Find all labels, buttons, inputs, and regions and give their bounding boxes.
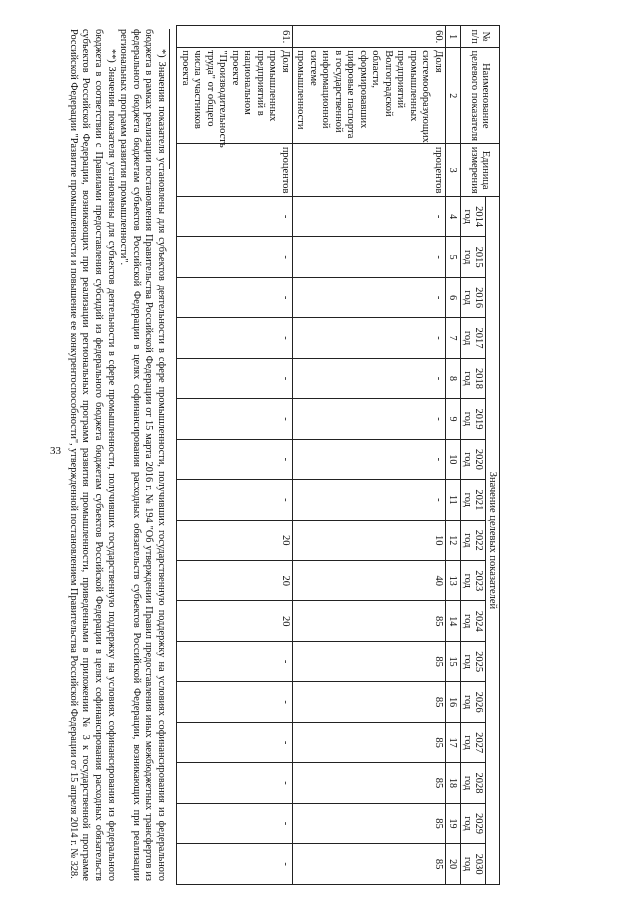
indicator-value: 85: [293, 844, 446, 885]
indicator-value: -: [177, 763, 293, 803]
indicator-value: -: [177, 722, 293, 762]
header-year: 2021 год: [461, 480, 486, 520]
indicator-value: -: [177, 399, 293, 439]
column-number: 20: [446, 844, 461, 885]
header-year: 2030 год: [461, 844, 486, 885]
header-year: 2028 год: [461, 763, 486, 803]
row-number: 61.: [177, 26, 293, 48]
page-number: 33: [50, 445, 61, 457]
header-year: 2016 год: [461, 277, 486, 317]
indicator-value: -: [293, 277, 446, 317]
indicator-value: -: [177, 439, 293, 479]
column-number: 6: [446, 277, 461, 317]
column-number: 18: [446, 763, 461, 803]
indicator-value: 20: [177, 520, 293, 560]
header-no: № п/п: [461, 26, 500, 48]
indicator-value: -: [177, 682, 293, 722]
header-year: 2023 год: [461, 561, 486, 601]
indicator-value: 40: [293, 561, 446, 601]
target-indicators-table: [177, 25, 501, 885]
indicator-value: 85: [293, 641, 446, 681]
header-year: 2017 год: [461, 318, 486, 358]
indicator-value: 20: [177, 601, 293, 641]
footnote-1: *) Значения показателя установлены для субъектов деятельности в сфере промышленности, получивших государственную поддержку на условиях софинансирования из федерального бюджета в рамках реализации постановления Правительства Российской Федерации от 15 марта 2016 г. № 194 "Об утверждении Правил предоставления иных межбюджетных трансфертов из федерального бюджета бюджетам субъектов Российской Федерации в целях софинансирования расходных обязательств субъектов Российской Федерации, возникающих при реализации региональных программ развития промышленности".: [118, 29, 167, 881]
indicator-value: -: [177, 480, 293, 520]
column-number: 12: [446, 520, 461, 560]
indicator-value: -: [177, 237, 293, 277]
header-year: 2022 год: [461, 520, 486, 560]
indicator-value: -: [177, 803, 293, 843]
indicator-value: 85: [293, 722, 446, 762]
column-number: 15: [446, 641, 461, 681]
column-number: 19: [446, 803, 461, 843]
column-number: 17: [446, 722, 461, 762]
column-number: 10: [446, 439, 461, 479]
header-unit: Единица измерения: [461, 144, 500, 197]
indicator-value: -: [293, 439, 446, 479]
indicator-name: Доля системообразующих промышленных предприятий Волгоградской области, сформировавших цифровые паспорта в государственной информационной системе промышленности: [293, 48, 446, 144]
unit: процентов: [177, 144, 293, 197]
indicator-value: 85: [293, 682, 446, 722]
column-number: 16: [446, 682, 461, 722]
header-year: 2018 год: [461, 358, 486, 398]
header-year: 2014 год: [461, 196, 486, 236]
indicator-value: -: [177, 844, 293, 885]
header-year: 2019 год: [461, 399, 486, 439]
header-year: 2020 год: [461, 439, 486, 479]
column-number: 14: [446, 601, 461, 641]
column-number: 2: [446, 48, 461, 144]
column-number: 4: [446, 196, 461, 236]
header-values-group: Значение целевых показателей: [486, 196, 500, 884]
table-row: [177, 26, 293, 885]
column-number: 1: [446, 26, 461, 48]
column-number: 7: [446, 318, 461, 358]
row-number: 60.: [293, 26, 446, 48]
indicator-value: 85: [293, 601, 446, 641]
indicator-value: -: [293, 196, 446, 236]
indicator-value: -: [293, 358, 446, 398]
indicator-name: Доля промышленных предприятий в национальном проекте "Производительность труда" от общего числа участников проекта: [177, 48, 293, 144]
footnote-2: **) Значения показателя установлены для субъектов деятельности в сфере промышленности, получивших государственную поддержку на условиях софинансирования из федерального бюджета в соответствии с Правилами предоставления субсидий из федерального бюджета бюджетам субъектов Российской Федерации в целях софинансирования расходных обязательств субъектов Российской Федерации, возникающих при реализации региональных программ развития промышленности, приведенными в приложении № 3 к государственной программе Российской Федерации "Развитие промышленности и повышение ее конкурентоспособности", утвержденной постановлением Правительства Российской Федерации от 15 апреля 2014 г. № 328.: [67, 29, 117, 881]
header-year: 2024 год: [461, 601, 486, 641]
footnotes: [66, 29, 170, 881]
indicator-value: -: [177, 196, 293, 236]
header-year: 2026 год: [461, 682, 486, 722]
indicator-value: -: [177, 358, 293, 398]
indicator-value: 85: [293, 803, 446, 843]
indicator-value: -: [293, 480, 446, 520]
header-year: 2015 год: [461, 237, 486, 277]
column-number: 8: [446, 358, 461, 398]
column-number: 5: [446, 237, 461, 277]
indicator-value: 20: [177, 561, 293, 601]
column-number: 9: [446, 399, 461, 439]
indicator-value: -: [293, 399, 446, 439]
indicator-value: -: [177, 318, 293, 358]
indicator-value: -: [293, 237, 446, 277]
indicator-value: -: [177, 641, 293, 681]
indicator-value: 10: [293, 520, 446, 560]
rotated-page-content: [30, 25, 500, 895]
indicator-value: -: [293, 318, 446, 358]
table-row: [293, 26, 446, 885]
column-number: 3: [446, 144, 461, 197]
indicator-value: -: [177, 277, 293, 317]
header-name: Наименование целевого показателя: [461, 48, 500, 144]
header-year: 2027 год: [461, 722, 486, 762]
column-number: 13: [446, 561, 461, 601]
header-year: 2025 год: [461, 641, 486, 681]
footnote-divider: [169, 29, 170, 169]
indicator-value: 85: [293, 763, 446, 803]
column-number: 11: [446, 480, 461, 520]
unit: процентов: [293, 144, 446, 197]
header-year: 2029 год: [461, 803, 486, 843]
